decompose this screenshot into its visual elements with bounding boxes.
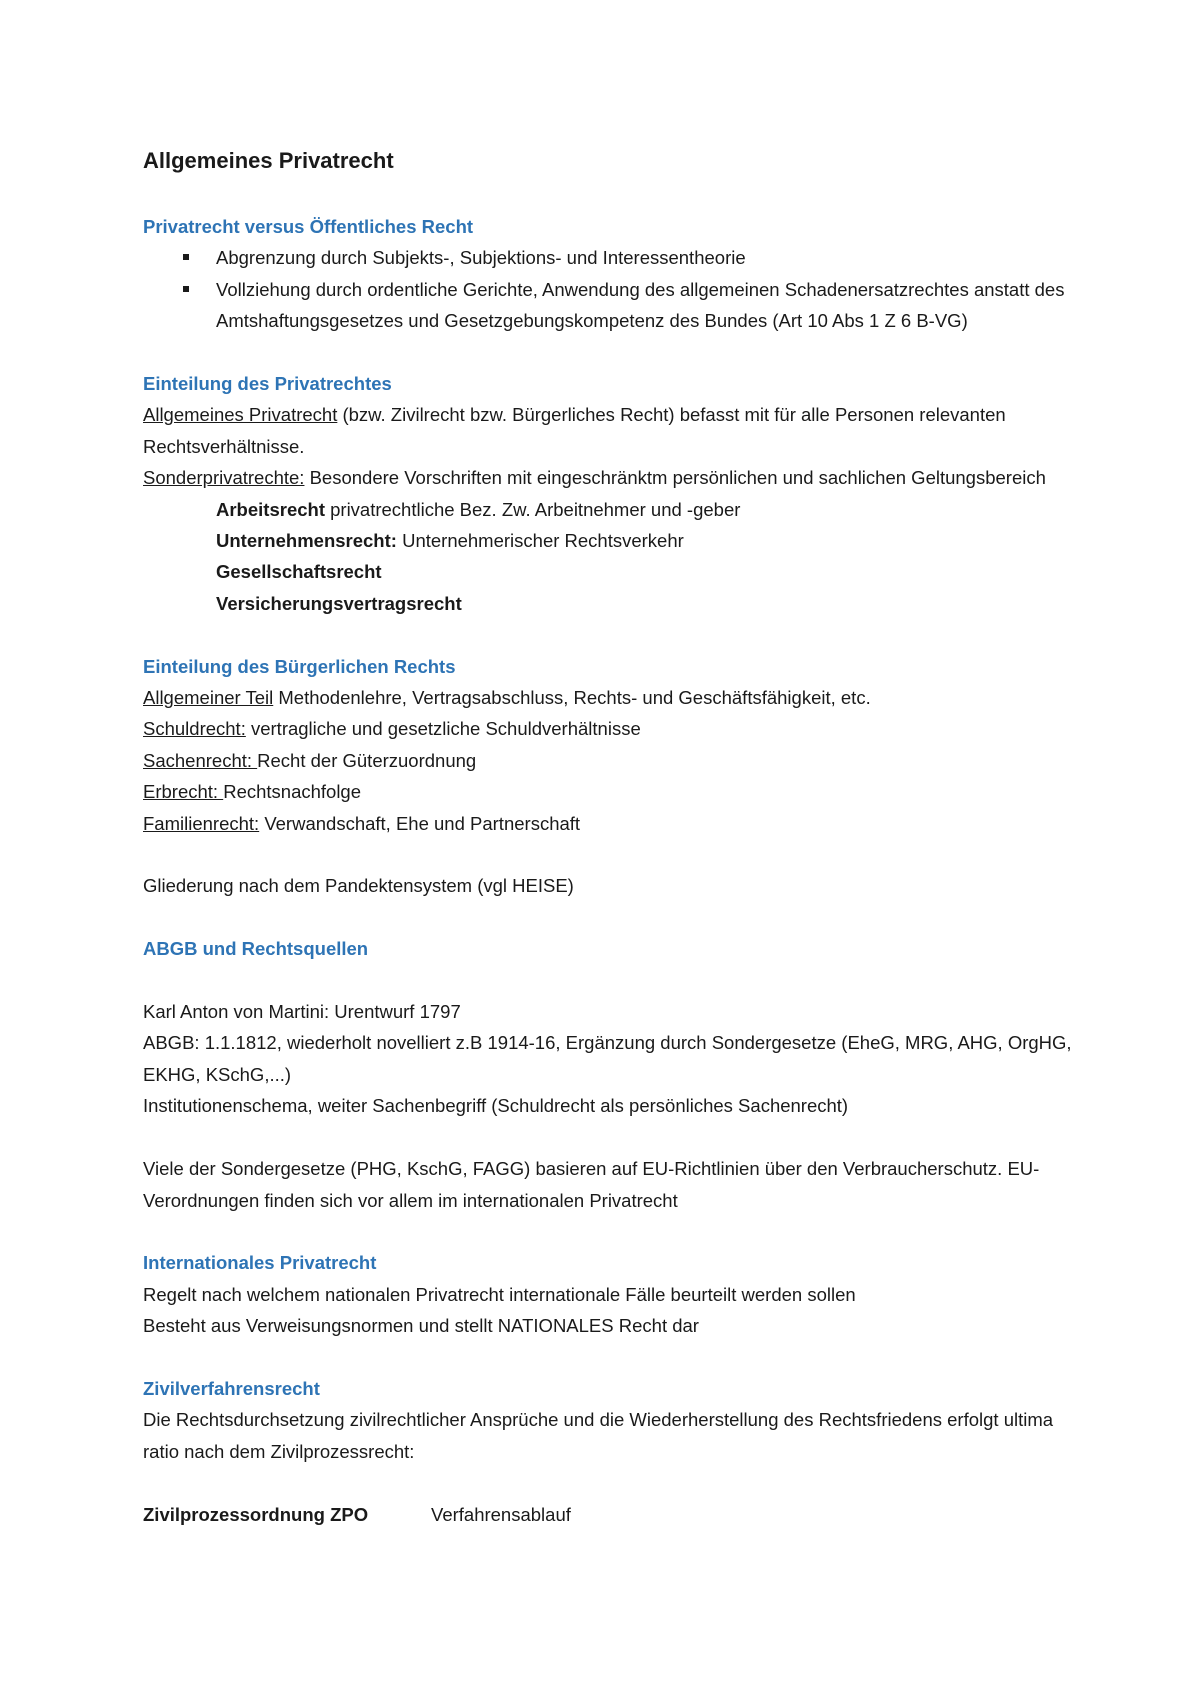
term-text: Besondere Vorschriften mit eingeschränktm persönlichen und sachlichen Geltungsbereich	[304, 467, 1046, 489]
list-item	[216, 494, 1083, 525]
list-item	[216, 588, 1083, 619]
paragraph: ABGB: 1.1.1812, wiederholt novelliert z.B 1914-16, Ergänzung durch Sondergesetze (EheG, MRG, AHG, OrgHG, EKHG, KSchG,...)	[143, 1032, 1072, 1085]
section-heading-einteilung-privatrechtes: Einteilung des Privatrechtes	[143, 373, 392, 395]
term-text: Verwandschaft, Ehe und Partnerschaft	[259, 812, 581, 834]
term-text: Methodenlehre, Vertragsabschluss, Rechts- und Geschäftsfähigkeit, etc.	[273, 687, 871, 709]
square-bullet-icon	[183, 254, 189, 260]
section-heading-privatrecht-vs-oeffentliches: Privatrecht versus Öffentliches Recht	[143, 216, 474, 237]
term-text: (bzw. Zivilrecht bzw. Bürgerliches Recht) befasst mit für alle Personen relevanten Rechtsverhältnisse.	[143, 404, 1006, 457]
term: Allgemeiner Teil	[143, 687, 274, 709]
zpo-row	[143, 1499, 1083, 1530]
term: Allgemeines Privatrecht	[143, 404, 338, 426]
term: Erbrecht:	[143, 781, 224, 803]
paragraph	[143, 399, 1083, 462]
term-text: privatrechtliche Bez. Zw. Arbeitnehmer und -geber	[324, 498, 741, 520]
paragraph: Die Rechtsdurchsetzung zivilrechtlicher Ansprüche und die Wiederherstellung des Rechtsfriedens erfolgt ultima ratio nach dem Zivilprozessrecht:	[143, 1409, 1054, 1462]
definition-row	[143, 745, 1083, 776]
definition-row	[143, 776, 1083, 807]
section-heading-abgb-rechtsquellen: ABGB und Rechtsquellen	[143, 938, 369, 960]
term-text: Unternehmerischer Rechtsverkehr	[396, 530, 684, 552]
paragraph: Gliederung nach dem Pandektensystem (vgl HEISE)	[143, 875, 574, 897]
definition-row	[143, 682, 1083, 713]
term: Gesellschaftsrecht	[216, 561, 382, 583]
zpo-text: Verfahrensablauf	[431, 1503, 571, 1525]
definition-row	[143, 713, 1083, 744]
document-title: Allgemeines Privatrecht	[143, 148, 394, 173]
section-heading-internationales-privatrecht: Internationales Privatrecht	[143, 1252, 377, 1274]
term: Unternehmensrecht:	[216, 530, 397, 552]
term: Sonderprivatrechte:	[143, 467, 305, 489]
term: Sachenrecht:	[143, 749, 258, 771]
section-heading-einteilung-buergerlichen-rechts: Einteilung des Bürgerlichen Rechts	[143, 655, 456, 677]
paragraph: Regelt nach welchem nationalen Privatrecht internationale Fälle beurteilt werden sollen	[143, 1283, 856, 1305]
term: Versicherungsvertragsrecht	[216, 592, 462, 614]
bullet-text: Abgrenzung durch Subjekts-, Subjektions- und Interessentheorie	[216, 247, 746, 269]
bullet-item	[143, 242, 1083, 273]
document-page	[143, 145, 1083, 1530]
term-text: Recht der Güterzuordnung	[257, 749, 477, 771]
sonderprivatrechte-list	[143, 494, 1083, 620]
term-text: vertragliche und gesetzliche Schuldverhältnisse	[245, 718, 641, 740]
paragraph: Karl Anton von Martini: Urentwurf 1797	[143, 1001, 461, 1023]
term-text: Rechtsnachfolge	[223, 781, 362, 803]
list-item	[216, 556, 1083, 587]
term: Arbeitsrecht	[216, 498, 325, 520]
square-bullet-icon	[183, 286, 189, 292]
bullet-text: Vollziehung durch ordentliche Gerichte, Anwendung des allgemeinen Schadenersatzrechtes anstatt des Amtshaftungsgesetzes und Gesetzgebungskompetenz des Bundes (Art 10 Abs 1 Z 6 B-VG)	[216, 278, 1065, 332]
list-item	[216, 525, 1083, 556]
term: Familienrecht:	[143, 812, 260, 834]
paragraph: Institutionenschema, weiter Sachenbegriff (Schuldrecht als persönliches Sachenrecht)	[143, 1095, 849, 1117]
definition-row	[143, 808, 1083, 839]
section-heading-zivilverfahrensrecht: Zivilverfahrensrecht	[143, 1377, 320, 1399]
bullet-item	[143, 274, 1083, 337]
term: Schuldrecht:	[143, 718, 246, 740]
paragraph: Besteht aus Verweisungsnormen und stellt NATIONALES Recht dar	[143, 1315, 699, 1337]
paragraph	[143, 462, 1083, 493]
paragraph: Viele der Sondergesetze (PHG, KschG, FAGG) basieren auf EU-Richtlinien über den Verbraucherschutz. EU-Verordnungen finden sich vor allem im internationalen Privatrecht	[143, 1158, 1040, 1211]
zpo-term: Zivilprozessordnung ZPO	[143, 1503, 369, 1525]
bullet-list	[143, 242, 1083, 336]
